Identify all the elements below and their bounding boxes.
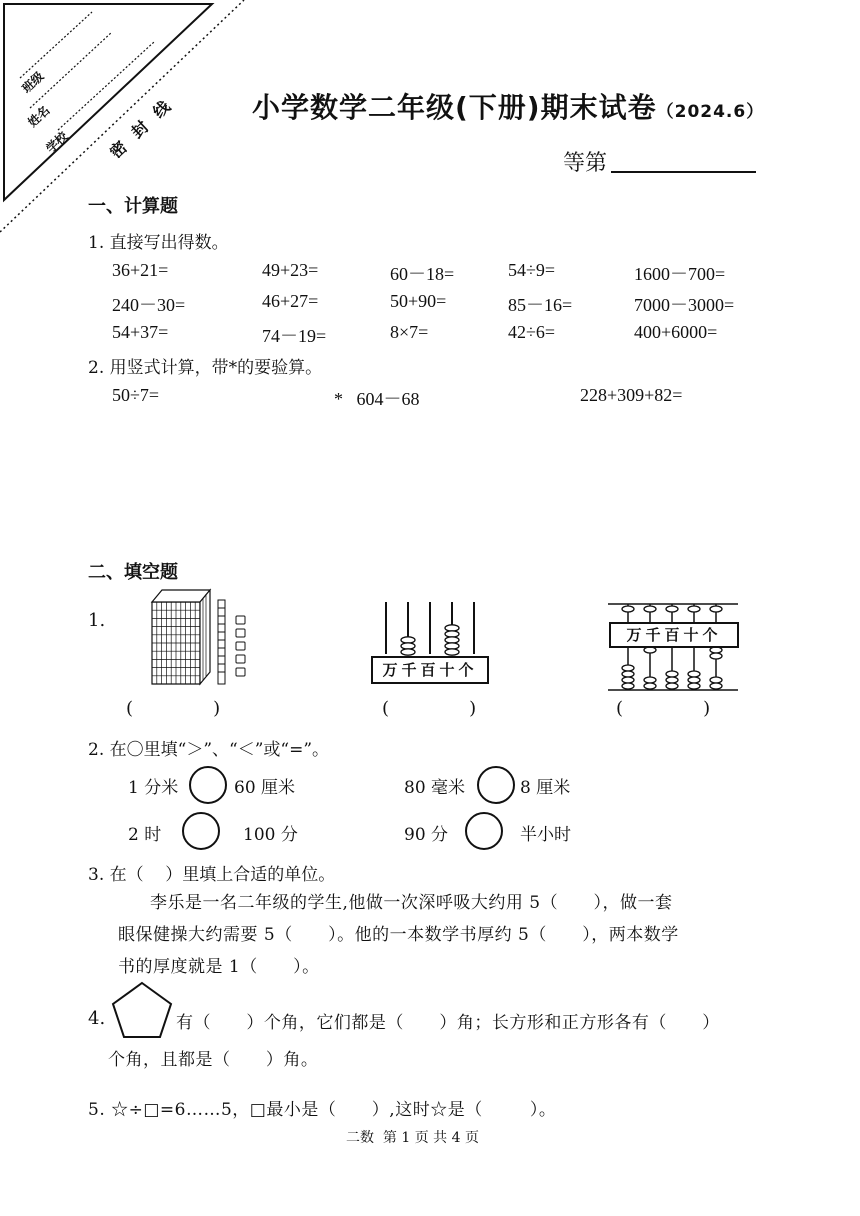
abacus-2-label: 万千百十个: [609, 622, 739, 648]
q3-line-2: 眼保健操大约需要 5（ ）。他的一本数学书厚约 5（ ），两本数学: [118, 925, 679, 945]
page-footer: 二数 第 1 页 共 4 页: [346, 1130, 479, 1146]
calc-item: 85－16=: [508, 295, 573, 315]
calc-item: 42÷6=: [508, 322, 556, 342]
pentagon-icon: [110, 980, 174, 1040]
blank-1[interactable]: ( ): [126, 698, 221, 719]
s1-q2-prompt: 2. 用竖式计算，带*的要验算。: [88, 358, 323, 378]
calc-item: 54÷9=: [508, 260, 556, 280]
q4-line-1: 有（ ）个角，它们都是（ ）角；长方形和正方形各有（ ）: [176, 1013, 720, 1033]
calc-item: 400+6000=: [634, 322, 718, 342]
school-label: 学校: [43, 129, 71, 156]
abacus-1-label: 万千百十个: [371, 656, 489, 684]
compare-circle[interactable]: [477, 766, 515, 804]
compare-right: 半小时: [520, 825, 571, 845]
calc-item: 7000－3000=: [634, 295, 735, 315]
calc-item: 74－19=: [262, 326, 327, 346]
compare-circle[interactable]: [182, 812, 220, 850]
abacus-1-rods-icon: [366, 600, 492, 660]
vertical-calc-3: 228+309+82=: [580, 385, 683, 405]
base-ten-blocks-icon: [146, 586, 256, 690]
s2-q2-prompt: 2. 在〇里填“＞”、“＜”或“=”。: [88, 740, 330, 760]
compare-left: 80 毫米: [404, 778, 466, 798]
q3-line-3: 书的厚度就是 1（ ）。: [118, 957, 320, 977]
seal-text: 密 封 线: [106, 94, 177, 163]
calc-item: 36+21=: [112, 260, 169, 280]
vertical-calc-1: 50÷7=: [112, 385, 160, 405]
compare-left: 1 分米: [128, 778, 179, 798]
class-label: 班级: [19, 69, 47, 96]
q3-line-1: 李乐是一名二年级的学生,他做一次深呼吸大约用 5（ ），做一套: [150, 893, 673, 913]
grade-blank[interactable]: [611, 171, 756, 173]
title-date: （2024.6）: [656, 102, 765, 122]
vertical-calc-2: * 604－68: [334, 389, 420, 409]
compare-circle[interactable]: [189, 766, 227, 804]
name-label: 姓名: [25, 103, 53, 130]
title-text: 小学数学二年级(下册)期末试卷: [252, 91, 657, 124]
s2-q1-number: 1.: [88, 610, 106, 631]
s2-q4-number: 4.: [88, 1008, 106, 1029]
blank-2[interactable]: ( ): [382, 698, 477, 719]
s2-q3-prompt: 3. 在（ ）里填上合适的单位。: [88, 865, 336, 885]
grade-label: 等第: [563, 151, 608, 176]
blank-3[interactable]: ( ): [616, 698, 711, 719]
calc-item: 54+37=: [112, 322, 169, 342]
q4-line-2: 个角，且都是（ ）角。: [108, 1050, 319, 1070]
page-title: [252, 86, 764, 126]
calc-item: 46+27=: [262, 291, 319, 311]
compare-left: 2 时: [128, 825, 162, 845]
calc-item: 8×7=: [390, 322, 429, 342]
compare-left: 90 分: [404, 825, 449, 845]
s1-q1-prompt: 1. 直接写出得数。: [88, 233, 229, 253]
compare-circle[interactable]: [465, 812, 503, 850]
calc-item: 1600－700=: [634, 264, 726, 284]
calc-item: 240－30=: [112, 295, 186, 315]
section2-heading: 二、填空题: [88, 562, 178, 583]
compare-right: 100 分: [243, 825, 298, 845]
calc-item: 49+23=: [262, 260, 319, 280]
s2-q5: 5. ☆÷□=6……5，□最小是（ ）,这时☆是（ ）。: [88, 1100, 557, 1120]
compare-right: 60 厘米: [234, 778, 296, 798]
section1-heading: 一、计算题: [88, 196, 178, 217]
calc-item: 50+90=: [390, 291, 447, 311]
compare-right: 8 厘米: [520, 778, 571, 798]
calc-item: 60－18=: [390, 264, 455, 284]
